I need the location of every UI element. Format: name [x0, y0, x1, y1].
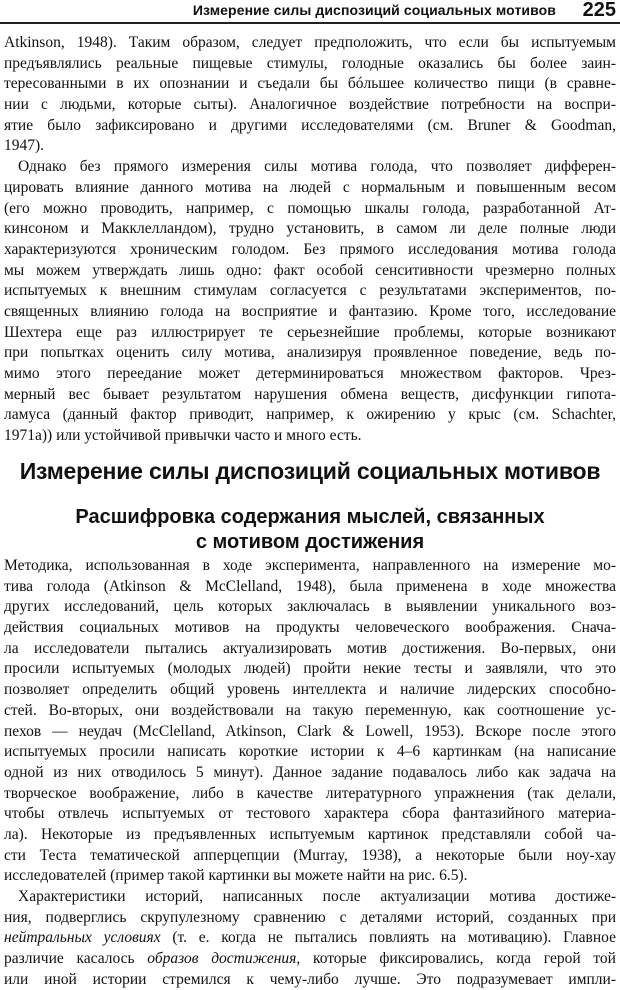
- italic-term: нейтральных условиях: [4, 929, 161, 947]
- text-line: или иной истории стремился к чему-либо лучше. Это подразумевает импли-: [4, 970, 616, 988]
- italic-term: образов достижения: [147, 950, 297, 968]
- text-line: Atkinson, 1948). Таким образом, следует предположить, что если бы испытуемым: [4, 34, 616, 51]
- text-line: 1947).: [4, 137, 45, 155]
- text-line: предъявлялись реальные пищевые стимулы, голодные оказались бы более заин-: [4, 54, 616, 72]
- paragraph-1: [4, 33, 616, 157]
- text-line: при попытках оценить силу мотива, анализируя проявленное поведение, ведь по-: [4, 344, 616, 362]
- text-line: 1971a)) или устойчивой привычки часто и много есть.: [4, 427, 362, 445]
- text-line: (его можно проводить, например, с помощью шкалы голода, разработанной Ат-: [4, 199, 616, 217]
- text-line: других исследований, цель которых заключалась в выявлении уникального воз-: [4, 598, 616, 616]
- text-line: творческое воображение, либо в качестве литературного упражнения (так делали,: [4, 784, 616, 802]
- text-line: ламуса (данный фактор приводит, например, к ожирению у крыс (см. Schachter,: [4, 406, 616, 424]
- text-line: Методика, использованная в ходе эксперимента, направленного на измерение мо-: [4, 557, 616, 574]
- text-line: ятие было зафиксировано и другими исследователями (см. Bruner & Goodman,: [4, 116, 616, 134]
- text-line: мы можем утверждать лишь одно: факт особой сенситивности чрезмерно полных: [4, 261, 616, 279]
- text-line: действия социальных мотивов на продукты человеческого воображения. Снача-: [4, 619, 616, 637]
- text-line: Характеристики историй, написанных после актуализации мотива достиже-: [18, 888, 616, 905]
- paragraph-4: [4, 887, 616, 990]
- text-line: нии с людьми, которые сыты). Аналогичное воздействие потребности на воспри-: [4, 96, 616, 114]
- text-fragment: различие касалось: [4, 950, 148, 968]
- text-line: Шехтера еще раз иллюстрирует те серьезнейшие проблемы, которые возникают: [4, 323, 616, 341]
- subsection-heading: [0, 505, 620, 555]
- text-line: просили испытуемых (молодых людей) пройти некие тесты и заявляли, что это: [4, 660, 616, 678]
- body-text-bottom: [4, 556, 616, 990]
- text-line: пехов — неудач (McClelland, Atkinson, Clark & Lowell, 1953). Вскоре после этого: [4, 722, 616, 740]
- running-header: [0, 0, 620, 24]
- text-line: священных влиянию голода на восприятие и фантазию. Кроме того, исследование: [4, 302, 616, 320]
- text-line: одной из них отводилось 5 минут). Данное задание подавалось либо как задача на: [4, 763, 616, 781]
- text-line: исследователей (пример такой картинки вы можете найти на рис. 6.5).: [4, 867, 468, 885]
- text-line-mixed: [4, 949, 616, 970]
- page-number: 225: [582, 0, 616, 21]
- text-line: мерный вес бывает результатом нарушения обмена веществ, дисфункции гипота-: [4, 385, 616, 403]
- subsection-heading-line: Расшифровка содержания мыслей, связанных: [75, 506, 545, 528]
- text-line: чтобы отвлечь испытуемых от тестового характера сбора фантазийного материа-: [4, 805, 616, 823]
- text-line: ла исследователи пытались актуализировать мотив достижения. Во-первых, они: [4, 639, 616, 657]
- text-fragment: , которые фиксировались, когда герой той: [296, 950, 616, 968]
- text-line: сти Теста тематической апперцепции (Murray, 1938), а некоторые были ноу-хау: [4, 846, 616, 864]
- text-line: тива голода (Atkinson & McClelland, 1948), была применена в ходе множества: [4, 577, 616, 595]
- section-heading: Измерение силы диспозиций социальных мотивов: [19, 458, 601, 484]
- text-line: позволяет определить общий уровень интеллекта и наличие лидерских способно-: [4, 681, 616, 699]
- text-line: испытуемых просили написать короткие истории к 4–6 картинкам (на написание: [4, 743, 616, 761]
- text-line: цировать влияние данного мотива на людей с нормальным и повышенным весом: [4, 178, 616, 196]
- text-line: тересованными в их опознании и съедали бы бóльшее количество пищи (в сравне-: [4, 75, 616, 93]
- paragraph-3: [4, 556, 616, 887]
- text-line: характеризуются хроническим голодом. Без прямого исследования мотива голода: [4, 240, 616, 258]
- text-fragment: (т. е. когда не пытались повлиять на мотивацию). Главное: [160, 929, 616, 947]
- body-text-top: [4, 33, 616, 447]
- subsection-heading-line: с мотивом достижения: [195, 531, 425, 553]
- text-line-mixed: [4, 928, 616, 949]
- text-line: стей. Во-вторых, они воздействовали на такую переменную, как соотношение ус-: [4, 701, 616, 719]
- text-line: ла). Некоторые из предъявленных испытуемым картинок представляли собой ча-: [4, 825, 616, 843]
- paragraph-2: [4, 157, 616, 447]
- text-line: ния, подверглись скрупулезному сравнению с деталями историй, созданных при: [4, 908, 616, 926]
- text-line: кинсоном и Макклелландом), трудно установить, в самом ли деле полные люди: [4, 220, 616, 238]
- text-line: мимо этого переедание может детерминироваться множеством факторов. Чрез-: [4, 365, 616, 382]
- text-line: испытуемых к внешним стимулам согласуется с результатами экспериментов, по-: [4, 282, 616, 300]
- running-title: Измерение силы диспозиций социальных мотивов: [192, 2, 556, 18]
- text-line: Однако без прямого измерения силы мотива голода, что позволяет дифферен-: [18, 158, 616, 176]
